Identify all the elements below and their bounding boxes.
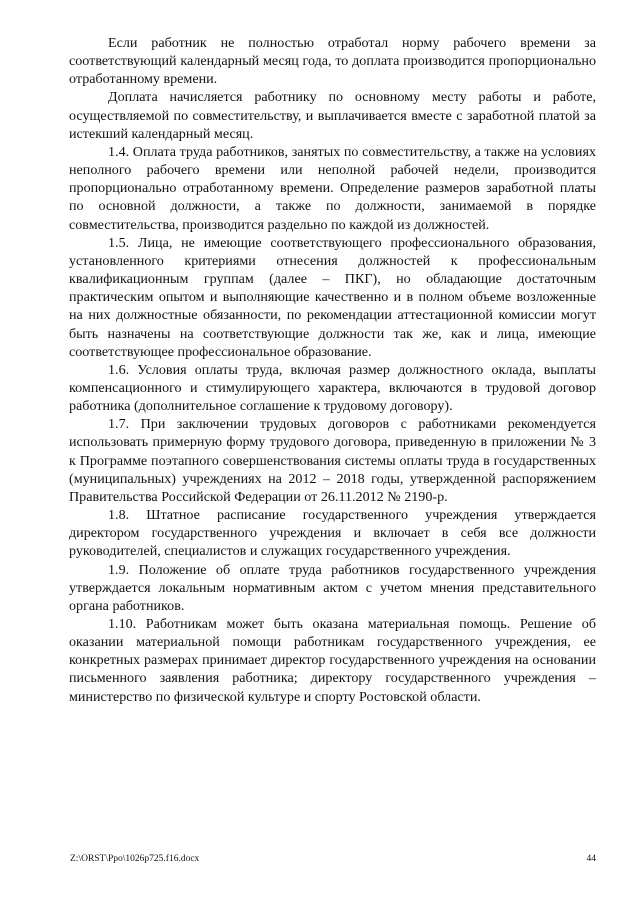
page-number: 44 [586,854,596,864]
paragraph-1-8: 1.8. Штатное расписание государственного учреждения утверждается директором государственного учреждения и включает в себя все должности руководителей, специалистов и служащих государственного учреждения. [69,507,596,560]
paragraph-1-7: 1.7. При заключении трудовых договоров с работниками рекомендуется использовать примерную форму трудового договора, приведенную в приложении № 3 к Программе поэтапного совершенствования системы оплаты труда в государственных (муниципальных) учреждениях на 2012 – 2018 годы, утвержденной распоряжением Правительства Российской Федерации от 26.11.2012 № 2190-р. [69,416,596,505]
document-body [69,34,596,706]
paragraph-incomplete-norm: Если работник не полностью отработал норму рабочего времени за соответствующий календарный месяц года, то доплата производится пропорционально отработанному времени. [69,35,596,88]
paragraph-1-6: 1.6. Условия оплаты труда, включая размер должностного оклада, выплаты компенсационного и стимулирующего характера, включаются в трудовой договор работника (дополнительное соглашение к трудовому договору). [69,361,596,415]
paragraph-1-4: 1.4. Оплата труда работников, занятых по совместительству, а также на условиях неполного рабочего времени или неполной рабочей недели, производится пропорционально отработанному времени. Определение размеров заработной платы по основной должности, а также по должности, занимаемой в порядке совместительства, производится раздельно по каждой из должностей. [69,143,596,233]
paragraph-payment-accrual: Доплата начисляется работнику по основному месту работы и работе, осуществляемой по совместительству, и выплачивается вместе с заработной платой за истекший календарный месяц. [69,89,596,142]
page-footer [70,854,596,868]
paragraph-1-9: 1.9. Положение об оплате труда работников государственного учреждения утверждается локальным нормативным актом с учетом мнения представительного органа работников. [69,561,596,614]
paragraph-1-5: 1.5. Лица, не имеющие соответствующего профессионального образования, установленного критериями отнесения должностей к профессиональным квалификационным группам (далее – ПКГ), но обладающие достаточным практическим опытом и выполняющие качественно и в полном объеме возложенные на них должностные обязанности, по рекомендации аттестационной комиссии могут быть назначены на соответствующие должности так же, как и лица, имеющие соответствующее профессиональное образование. [69,234,596,360]
footer-file-path: Z:\ORST\Ppo\1026p725.f16.docx [70,854,200,864]
paragraph-1-10: 1.10. Работникам может быть оказана материальная помощь. Решение об оказании материальной помощи работникам государственного учреждения, ее конкретных размерах принимает директор государственного учреждения на основании письменного заявления работника; директору государственного учреждения – министерство по физической культуре и спорту Ростовской области. [69,616,596,705]
